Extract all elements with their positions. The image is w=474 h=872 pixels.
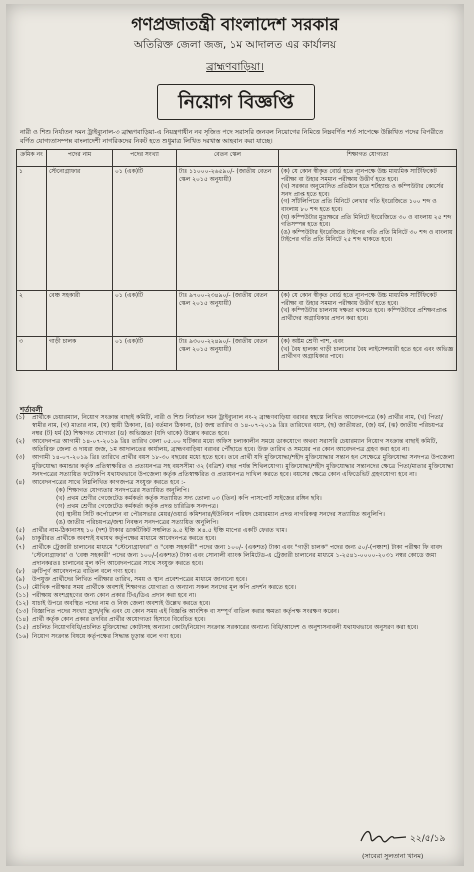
condition-text: উপযুক্ত প্রার্থীদের লিখিত পরীক্ষার তারিখ, সময় ও স্থান প্রবেশপত্রের মাধ্যমে জানানো হবে। [32,575,248,583]
table-row [17,291,457,337]
condition-number: (১৪) [16,616,29,624]
qualification-item: (ক) যে কোন স্বীকৃত বোর্ড হতে ন্যূনপক্ষে উচ্চ মাধ্যমিক সার্টিফিকেট পরীক্ষা বা উহার সমমান পরীক্ষায় উত্তীর্ণ হতে হবে। [281,168,437,183]
cell-serial: ১ [17,167,47,291]
qualification-item: (ক) অষ্টম শ্রেণী পাশ, এবং [281,338,344,345]
condition-number: (২) [16,438,25,446]
condition-number: (১) [16,414,25,421]
intro-paragraph: নারী ও শিশু নির্যাতন দমন ট্রাইব্যুনাল-৩ ব্রাহ্মণবাড়িয়া-এ নিয়ন্ত্রণাধীন নব সৃজিত পদে সরাসরি জনবল নিয়োগের নিমিত্তে নিম্নবর্ণিত শর্ত সাপেক্ষে উল্লিখিত পদের বিপরীতে বর্ণিত যোগ্যতাসম্পন্ন বাংলাদেশী নাগরিকদের নিকট হতে শুধুমাত্র লিখিত দরখাস্ত আহবান করা যাচ্ছে। [20,128,444,145]
qualification-item: (গ) সাঁটলিপিতে প্রতি মিনিটে লেখার গতি ইংরেজিতে ১০০ শব্দ ও বাংলায় ৮০ শব্দ হতে হবে। [281,198,437,213]
condition-number: (৭) [16,543,25,551]
condition-text: চাকুরীরত প্রার্থীকে অবশ্যই যথাযথ কর্তৃপক্ষের মাধ্যমে আবেদনপত্র করতে হবে। [32,535,217,543]
condition-number: (৫) [16,527,25,535]
signature-date: ২২/৫/১৯ [410,834,446,844]
cell-count: ০১ (এক)টি [113,167,177,291]
condition-number [40,495,56,503]
header-serial: ক্রমিক নং [17,150,47,167]
qualification-item: (খ) বৈধ হালকা গাড়ী চালানোর বৈধ লাইসেন্সধারী হতে হবে এবং অভিজ্ঞ প্রার্থীগণ অগ্রাধিকার পাবে। [281,345,454,361]
condition-item [16,495,456,503]
notice-paper [6,4,464,866]
condition-text: মৌখিক পরীক্ষার সময় প্রার্থীকে অবশ্যই শিক্ষাগত যোগ্যতা ও অন্যান্য সকল সনদের মূল কপি প্রদর্শন করতে হবে। [32,583,297,591]
table-row [17,337,457,371]
condition-item [16,544,456,568]
condition-item [16,487,456,495]
office-city: ব্রাহ্মণবাড়িয়া। [206,61,264,73]
cell-count: ০১ (এক)টি [113,291,177,337]
cell-qualification [279,337,457,371]
condition-text: বিজ্ঞাপিত পদের সংখ্যা হ্রাস/বৃদ্ধি এবং যে কোন সময় এই বিজ্ঞপ্তি আংশিক বা সম্পূর্ণ বাতিল করার ক্ষমতা কর্তৃপক্ষ সংরক্ষণ করেন। [32,608,340,616]
condition-text: (ঙ) জাতীয় পরিচয়পত্র/জন্ম নিবন্ধন সনদপত্রের সত্যায়িত অনুলিপি। [56,519,219,527]
condition-number: (৯) [16,575,25,583]
header-count: পদের সংখ্যা [113,150,177,167]
condition-item [16,479,456,487]
signer-name: (সাবেরা সুলতানা খানম) [362,852,424,860]
condition-number: (১৫) [16,624,29,632]
condition-item [16,633,456,641]
header-qualification: শিক্ষাগত যোগ্যতা [279,150,457,167]
cell-serial: ২ [17,291,47,337]
condition-item [16,600,456,608]
qualification-item: (ক) যে কোন স্বীকৃত বোর্ড হতে ন্যূনপক্ষে উচ্চ মাধ্যমিক সার্টিফিকেট পরীক্ষা বা উহার সমমান পরীক্ষায় উত্তীর্ণ হতে হবে। [281,292,437,307]
condition-number: (৮) [16,567,25,575]
condition-text: (ক) শিক্ষাগত যোগ্যতার সনদপত্রের সত্যায়িত অনুলিপি। [56,486,190,494]
condition-text: ত্রুটিপূর্ণ আবেদনপত্র বাতিল বলে গণ্য হবে। [32,567,136,575]
conditions-list [16,414,456,641]
condition-number: (৪) [16,478,25,486]
condition-text: (ঘ) স্থানীয় সিটি কর্পোরেশন বা পৌরসভার মেয়র/ওয়ার্ড কমিশনার/ইউনিয়ন পরিষদ চেয়ারম্যান প্রদত্ত নাগরিকত্ব সনদের সত্যায়িত অনুলিপি। [56,511,385,519]
cell-post: গাড়ী চালক [47,337,113,371]
condition-number: (৩) [16,454,25,462]
cell-post: স্টেনোগ্রাফার [47,167,113,291]
condition-item [16,535,456,543]
condition-item [16,592,456,600]
cell-scale: টাঃ ১১০০০-২৬৫৯০/- (জাতীয় বেতন স্কেল ২০১৫ অনুযায়ী) [177,167,279,291]
cell-post: বেঞ্চ সহকারী [47,291,113,337]
condition-number: (৬) [16,535,25,543]
condition-item [16,511,456,519]
condition-text: যাচাই উপরে অবস্থিত পদের নাম ও নিজ জেলা অবশ্যই উল্লেখ করতে হবে। [32,600,211,608]
qualification-item: (ঙ) কম্পিউটার ইংরেজিতে টাইপের গতি প্রতি মিনিটে ৩০ শব্দ ও বাংলায় টাইপের গতি প্রতি মিনিটে ২৫ শব্দ থাকতে হবে। [281,228,453,244]
condition-item [16,624,456,632]
condition-item [16,454,456,478]
condition-number: (১৩) [16,608,29,616]
posts-table [16,149,457,371]
condition-item [16,568,456,576]
condition-item [16,576,456,584]
conditions-title: শর্তাবলী [20,406,43,414]
table-header-row [17,150,457,167]
condition-item [16,503,456,511]
condition-text: পরীক্ষায় অংশগ্রহণের জন্য কোন প্রকার টিএ/ডিএ প্রদান করা হবে না। [32,592,197,600]
notice-title: নিয়োগ বিজ্ঞপ্তি [157,84,315,120]
office-name: অতিরিক্ত জেলা জজ, ১ম আদালত এর কার্যালয় [133,39,337,51]
header-post: পদের নাম [47,150,113,167]
table-row [17,167,457,291]
condition-text: প্রচলিত নিয়োগবিধি/প্রচলিত মুক্তিযোদ্ধা কোটাসহ অন্যান্য কোটা/নিয়োগ সংক্রান্ত সরকারের অন্যান্য বিধি/আদেশ ও অনুশাসনাবলী যথাযথভাবে অনুসরণ করা হবে। [32,624,419,632]
condition-text: নিয়োগ সংক্রান্ত বিষয়ে কর্তৃপক্ষের সিদ্ধান্ত চূড়ান্ত বলে গণ্য হবে। [32,632,182,640]
condition-text: আগামী ১৪-০৭-২০১৯ খ্রিঃ তারিখে প্রার্থীর বয়স ১৮-৩০ বছরের মধ্যে হতে হবে। তবে প্রার্থী যদি মুক্তিযোদ্ধা/শহীদ মুক্তিযোদ্ধার সন্তান হন সেক্ষেত্রে মুক্তিযোদ্ধা সনদপত্র উপজেলা মুক্তিযোদ্ধা কমান্ডার কর্তৃক প্রতিস্বাক্ষরিত ও প্রত্যয়নপত্র সহ বয়সসীমা ৩২ (বত্রিশ) বছর পর্যন্ত শিথিলযোগ্য। মুক্তিযোদ্ধা/শহীদ মুক্তিযোদ্ধার সন্তানদের ক্ষেত্রে পিতা/মাতার মুক্তিযোদ্ধা সনদপত্রের সত্যায়িত ফটোকপি যথাযথভাবে উপজেলা কর্তৃক প্রতিস্বাক্ষরিত ও প্রত্যয়নপত্র দাখিল করতে হবে। বয়সের ক্ষেত্রে কোন এফিডেভিট গ্রহণযোগ্য হবে না। [32,454,455,478]
condition-number: (১১) [16,592,29,600]
cell-count: ০১ (এক)টি [113,337,177,371]
condition-number [40,503,56,511]
condition-text: প্রার্থীকে চেয়ারম্যান, নিয়োগ সংক্রান্ত বাছাই কমিটি, নারী ও শিশু নির্যাতন দমন ট্রাইব্যুনাল নং-২ ব্রাহ্মণবাড়িয়া বরাবর স্বহস্তে লিখিত আবেদনপত্রে (ক) প্রার্থীর নাম, (খ) পিতা/স্বামীর নাম, (গ) মাতার নাম, (ঘ) স্থায়ী ঠিকানা, (ঙ) বর্তমান ঠিকানা, (চ) জন্ম তারিখ ও ১৪-০৭-২০১৯ খ্রিঃ তারিখের বয়স, (ছ) জাতীয়তা, (জ) ধর্ম, (ঝ) জাতীয় পরিচয়পত্র নম্বর (ট) ধর্ম (ঠ) শিক্ষাগত যোগ্যতা (ড) অভিজ্ঞতা (যদি থাকে) উল্লেখ করতে হবে। [32,414,444,438]
qualification-item: (ঘ) কম্পিউটার মুদ্রাক্ষরে প্রতি মিনিটে ইংরেজিতে ৩০ ও বাংলায় ২৫ শব্দ গতিসম্পন্ন হতে হবে। [281,213,452,229]
condition-number: (১৬) [16,632,29,640]
condition-text: আবেদনপত্রের সাথে নিম্নলিখিত কাগজপত্র সংযুক্ত করতে হবে :- [32,478,186,486]
cell-serial: ৩ [17,337,47,371]
condition-item [16,438,456,454]
condition-number [40,511,56,519]
condition-item [16,414,456,438]
condition-text: প্রার্থী কর্তৃক কোন প্রকার তদবির প্রার্থীর অযোগ্যতা হিসাবে বিবেচিত হবে। [32,616,206,624]
government-title: গণপ্রজাতন্ত্রী বাংলাদেশ সরকার [131,15,339,35]
condition-text: (গ) প্রথম শ্রেণীর গেজেটেড কর্মকর্তা কর্তৃক প্রদত্ত চারিত্রিক সনদপত্র। [56,503,219,511]
condition-text: প্রার্থীকে ট্রেজারী চালানের মাধ্যমে "স্টেনোগ্রাফার" ও "বেঞ্চ সহকারী" পদের জন্য ১০০/- (একশত) টাকা এবং "গাড়ী চালক" পদের জন্য ৫০/-(পঞ্চাশ) টাকা পরীক্ষা ফি বাবদ 'স্টেনোগ্রাফার' ও 'বেঞ্চ সহকারী' পদের জন্য ১০০/-(একশত) টাকা এবং সোনালী ব্যাংক লিমিটেড-এ ট্রেজারী চালানের মাধ্যমে ১-২৫৪১-০০০০-২০৩১ নম্বর কোডে জমা প্রদানকরতঃ চালানের মূল কপি আবেদনপত্রের সাথে সংযুক্ত করতে হবে। [32,543,443,567]
cell-scale: টাঃ ৯৩০০-২২৪৯০/- (জাতীয় বেতন স্কেল ২০১৫ অনুযায়ী) [177,337,279,371]
condition-number: (১০) [16,583,29,591]
cell-qualification [279,291,457,337]
cell-qualification [279,167,457,291]
condition-number: (১২) [16,600,29,608]
header-scale: বেতন স্কেল [177,150,279,167]
cell-scale: টাঃ ৯৭০০-২৩৪৯০/- (জাতীয় বেতন স্কেল ২০১৫ অনুযায়ী) [177,291,279,337]
condition-text: আবেদনপত্র আগামী ১৪-০৭-২০১৯ খ্রিঃ তারিখ বেলা ০৫.০০ ঘটিকার মধ্যে অফিস চলাকালীন সময়ে ডাকযোগে অথবা সরাসরি চেয়ারম্যান নিয়োগ সংক্রান্ত বাছাই কমিটি, অতিরিক্ত জেলা ও দায়রা জজ, ১ম আদালতের কার্যালয়, ব্রাহ্মণবাড়িয়া বরাবর পৌঁছাতে হবে। উক্ত তারিখ ও সময়ের পর কোন আবেদনপত্র গ্রহণ করা হবে না। [32,438,438,454]
qualification-item: (খ) সরকার অনুমোদিত প্রতিষ্ঠান হতে শর্টহ্যান্ড ও কম্পিউটার কোর্সের সনদ প্রাপ্ত হতে হবে। [281,183,444,198]
condition-text: (খ) প্রথম শ্রেণীর গেজেটেড কর্মকর্তা কর্তৃক সত্যায়িত সদ্য তোলা ০৩ (তিন) কপি পাসপোর্ট সাইজের রঙ্গিন ছবি। [56,494,322,502]
condition-item [16,584,456,592]
qualification-item: (খ) কম্পিউটার চালনায় দক্ষতা থাকতে হবে। কম্পিউটারে প্রশিক্ষণপ্রাপ্ত প্রার্থীদের অগ্রাধিকার প্রদান করা হবে। [281,307,447,322]
condition-number [40,487,56,495]
condition-text: প্রার্থীর নাম-ঠিকানাসহ ১০ (দশ) টাকার ডাকটিকিট সম্বলিত ৯.৫ ইঞ্চি ×৪.৫ ইঞ্চি মাপের একটি ফেরত খাম। [32,527,287,535]
